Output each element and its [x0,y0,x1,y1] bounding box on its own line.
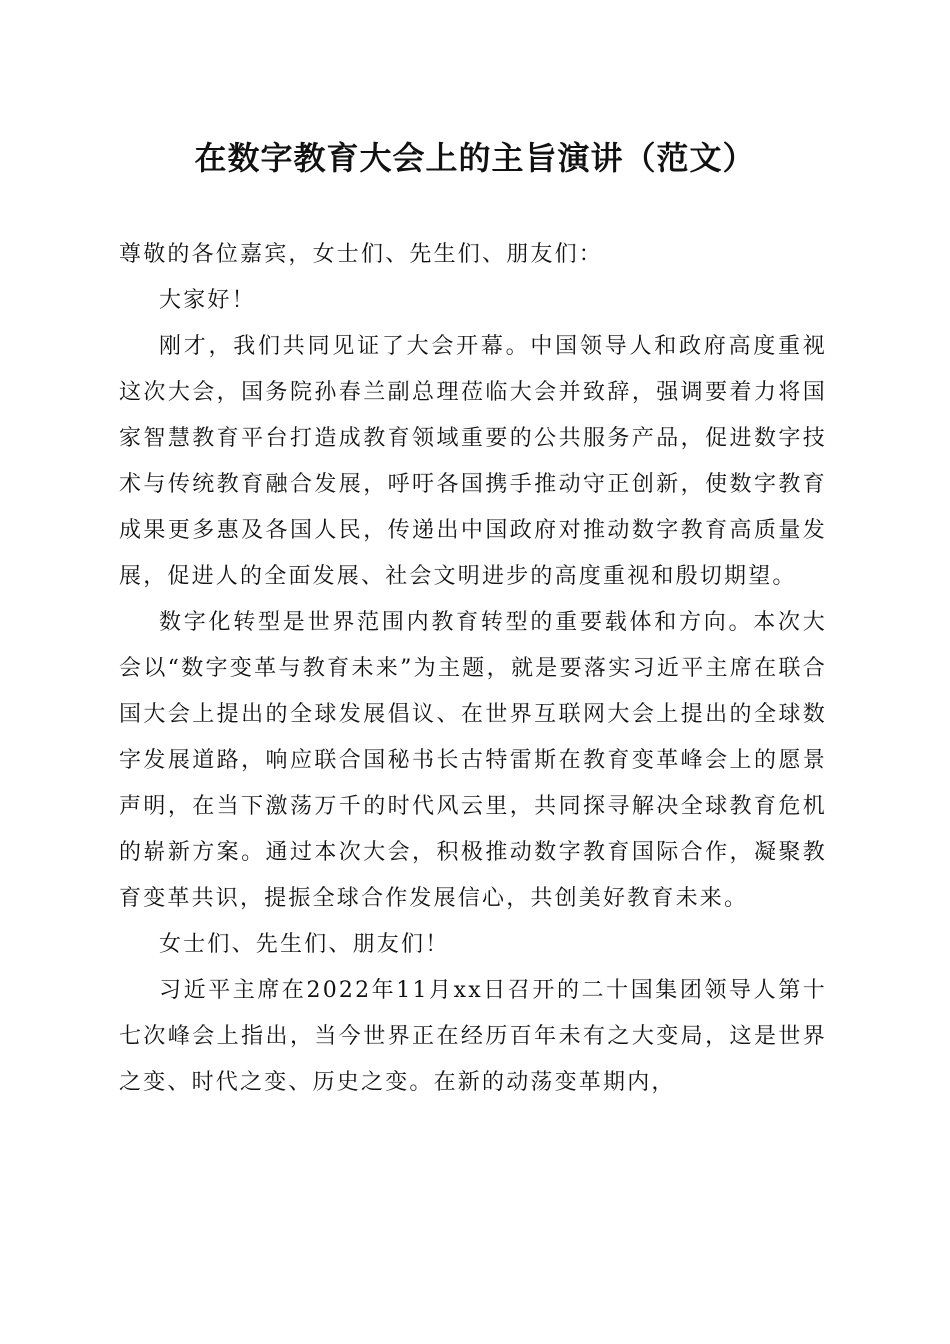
document-body [119,232,827,1106]
document-title: 在数字教育大会上的主旨演讲（范文） [194,139,756,177]
paragraph: 刚才，我们共同见证了大会开幕。中国领导人和政府高度重视这次大会，国务院孙春兰副总理莅临大会并致辞，强调要着力将国家智慧教育平台打造成教育领域重要的公共服务产品，促进数字技术与传统教育融合发展，呼吁各国携手推动守正创新，使数字教育成果更多惠及各国人民，传递出中国政府对推动数字教育高质量发展，促进人的全面发展、社会文明进步的高度重视和殷切期望。 [119,334,827,589]
paragraph-greeting: 大家好！ [159,288,256,313]
paragraph: 数字化转型是世界范围内教育转型的重要载体和方向。本次大会以“数字变革与教育未来”为主题，就是要落实习近平主席在联合国大会上提出的全球发展倡议、在世界互联网大会上提出的全球数字发展道路，响应联合国秘书长古特雷斯在教育变革峰会上的愿景声明，在当下激荡万千的时代风云里，共同探寻解决全球教育危机的崭新方案。通过本次大会，积极推动数字教育国际合作，凝聚教育变革共识，提振全球合作发展信心，共创美好教育未来。 [119,610,827,911]
salutation: 尊敬的各位嘉宾，女士们、先生们、朋友们： [119,242,604,267]
paragraph: 习近平主席在2022年11月xx日召开的二十国集团领导人第十七次峰会上指出，当今世界正在经历百年未有之大变局，这是世界之变、时代之变、历史之变。在新的动荡变革期内， [119,978,827,1095]
paragraph-address: 女士们、先生们、朋友们！ [159,932,450,957]
